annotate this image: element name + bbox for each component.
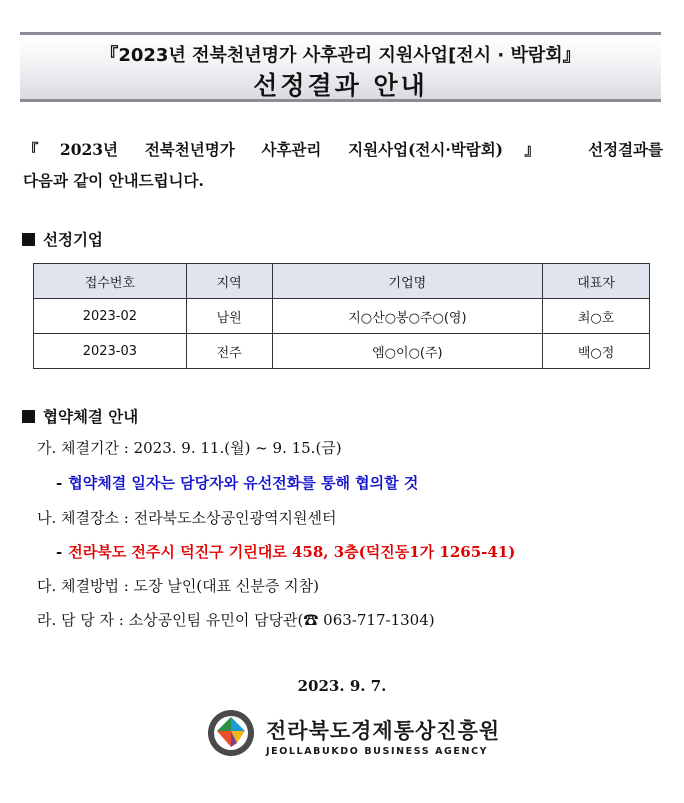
intro-line1: 『2023년 전북천년명가 사후관리 지원사업(전시·박람회)』 선정결과를 [23, 140, 663, 159]
contract-period-note [56, 472, 418, 493]
document-date: 2023. 9. 7. [297, 677, 387, 695]
selected-companies-table [33, 263, 650, 369]
agency-logo-icon [207, 709, 255, 757]
organization-name-ko: 전라북도경제통상진흥원 [266, 719, 501, 743]
dash-bullet: - [56, 543, 63, 561]
intro-paragraph [23, 134, 663, 196]
title-line2: 선정결과 안내 [253, 71, 428, 100]
table-row [34, 299, 650, 334]
section-heading-selected [22, 228, 103, 250]
organization-name-en: JEOLLABUKDO BUSINESS AGENCY [266, 746, 489, 757]
place-note-text: 전라북도 전주시 덕진구 기린대로 458, 3층(덕진동1가 1265-41) [68, 543, 516, 561]
contract-place: 나. 체결장소 : 전라북도소상공인광역지원센터 [37, 509, 337, 527]
contract-place-note [56, 541, 515, 562]
table-cell: 전주 [186, 334, 272, 369]
contract-method: 다. 체결방법 : 도장 날인(대표 신분증 지참) [37, 577, 319, 595]
table-cell: 남원 [186, 299, 272, 334]
column-header: 접수번호 [34, 264, 187, 299]
table-cell: 지○산○봉○주○(영) [272, 299, 543, 334]
table-row [34, 334, 650, 369]
table-cell: 2023-02 [34, 299, 187, 334]
square-bullet-icon [22, 233, 35, 246]
contract-contact: 라. 담 당 자 : 소상공인팀 유민이 담당관(☎ 063-717-1304) [37, 611, 435, 629]
organization-block [266, 715, 500, 757]
title-line1: 『2023년 전북천년명가 사후관리 지원사업[전시 · 박람회』 [100, 45, 581, 66]
column-header: 기업명 [272, 264, 543, 299]
column-header: 대표자 [543, 264, 650, 299]
square-bullet-icon [22, 410, 35, 423]
section-heading-text: 선정기업 [43, 230, 103, 249]
table-header-row [34, 264, 650, 299]
period-note-text: 협약체결 일자는 담당자와 유선전화를 통해 협의할 것 [68, 474, 419, 492]
title-banner [20, 32, 661, 102]
section-heading-contract [22, 405, 138, 427]
table-cell: 엠○이○(주) [272, 334, 543, 369]
dash-bullet: - [56, 474, 63, 492]
intro-line2: 다음과 같이 안내드립니다. [23, 171, 204, 190]
table-cell: 2023-03 [34, 334, 187, 369]
contract-period: 가. 체결기간 : 2023. 9. 11.(월) ~ 9. 15.(금) [37, 439, 342, 457]
table-cell: 최○호 [543, 299, 650, 334]
column-header: 지역 [186, 264, 272, 299]
section-heading-text: 협약체결 안내 [43, 407, 139, 426]
table-cell: 백○정 [543, 334, 650, 369]
